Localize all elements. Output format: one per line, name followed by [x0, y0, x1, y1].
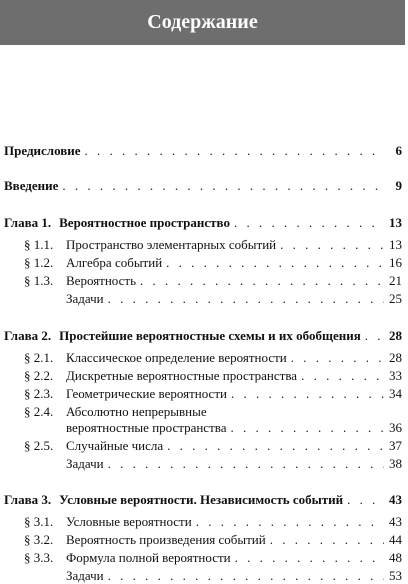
toc-chapter-3[interactable] — [4, 492, 402, 507]
toc-chapter-2[interactable] — [4, 328, 402, 343]
leader-dots — [140, 273, 384, 288]
section-page: 25 — [389, 291, 402, 306]
section-title-continued: вероятностные пространства — [66, 420, 227, 435]
section-title: Алгебра событий — [66, 255, 163, 270]
section-title: Пространство элементарных событий — [66, 237, 277, 252]
section-title: Задачи — [66, 568, 104, 583]
section-page: 34 — [389, 386, 402, 401]
section-number: § 1.3. — [24, 273, 54, 288]
section-title: Вероятность произведения событий — [66, 532, 266, 547]
leader-dots — [280, 237, 384, 252]
section-number: § 2.4. — [24, 404, 54, 419]
toc-section-2-2[interactable] — [24, 368, 402, 383]
section-title: Случайные числа — [66, 438, 164, 453]
leader-dots — [62, 178, 384, 193]
toc-section-2-1[interactable] — [24, 350, 402, 365]
leader-dots — [167, 438, 384, 453]
leader-dots — [196, 514, 384, 529]
chapter-label: Глава 2. — [4, 328, 52, 343]
chapter-label: Глава 1. — [4, 215, 52, 230]
leader-dots — [291, 350, 384, 365]
leader-dots — [108, 456, 384, 471]
section-number: § 3.2. — [24, 532, 54, 547]
toc-section-1-1[interactable] — [24, 237, 402, 252]
section-page: 48 — [389, 550, 402, 565]
toc-section-2-5[interactable] — [24, 438, 402, 453]
section-title: Задачи — [66, 291, 104, 306]
section-page: 36 — [389, 420, 402, 435]
section-page: 43 — [389, 514, 402, 529]
chapter-title: Вероятностное пространство — [59, 215, 230, 230]
section-title: Условные вероятности — [66, 514, 192, 529]
section-page: 38 — [389, 456, 402, 471]
toc-section-3-2[interactable] — [24, 532, 402, 547]
section-title: Формула полной вероятности — [66, 550, 231, 565]
leader-dots — [231, 420, 385, 435]
section-number: § 1.2. — [24, 255, 54, 270]
toc-entry-title: Введение — [4, 178, 59, 193]
chapter-page: 13 — [389, 215, 402, 230]
toc-entry-page: 9 — [395, 178, 402, 193]
leader-dots — [347, 492, 384, 507]
toc-chapter-1[interactable] — [4, 215, 402, 230]
toc-section-2-4-line-2[interactable] — [24, 420, 402, 435]
section-page: 37 — [389, 438, 402, 453]
section-title: Классическое определение вероятности — [66, 350, 287, 365]
toc-section-2-3[interactable] — [24, 386, 402, 401]
section-page: 53 — [389, 568, 402, 583]
section-page: 28 — [389, 350, 402, 365]
section-title: Геометрические вероятности — [66, 386, 227, 401]
section-number: § 3.3. — [24, 550, 54, 565]
toc-section-2-4-line-1[interactable] — [24, 404, 402, 419]
toc-section-1-3[interactable] — [24, 273, 402, 288]
chapter-page: 28 — [389, 328, 402, 343]
leader-dots — [234, 215, 384, 230]
toc-problems-1[interactable] — [24, 291, 402, 306]
section-page: 16 — [389, 255, 402, 270]
section-title: Абсолютно непрерывные — [66, 404, 207, 419]
toc-entry-introduction[interactable] — [4, 178, 402, 193]
leader-dots — [301, 368, 384, 383]
contents-title: Содержание — [147, 11, 258, 33]
contents-header — [0, 0, 405, 45]
chapter-label: Глава 3. — [4, 492, 52, 507]
chapter-title: Простейшие вероятностные схемы и их обобщения — [59, 328, 361, 343]
toc-section-3-1[interactable] — [24, 514, 402, 529]
chapter-title: Условные вероятности. Независимость событий — [59, 492, 344, 507]
section-number: § 2.5. — [24, 438, 54, 453]
leader-dots — [235, 550, 384, 565]
toc-entry-title: Предисловие — [4, 143, 81, 158]
leader-dots — [85, 143, 384, 158]
section-title: Задачи — [66, 456, 104, 471]
leader-dots — [270, 532, 384, 547]
leader-dots — [365, 328, 384, 343]
chapter-page: 43 — [389, 492, 402, 507]
toc-section-3-3[interactable] — [24, 550, 402, 565]
section-number: § 1.1. — [24, 237, 54, 252]
toc-entry-page: 6 — [395, 143, 402, 158]
leader-dots — [231, 386, 384, 401]
section-page: 33 — [389, 368, 402, 383]
section-number: § 2.3. — [24, 386, 54, 401]
leader-dots — [166, 255, 384, 270]
section-page: 13 — [389, 237, 402, 252]
section-page: 21 — [389, 273, 402, 288]
leader-dots — [108, 568, 384, 583]
section-number: § 3.1. — [24, 514, 54, 529]
section-title: Вероятность — [66, 273, 137, 288]
section-number: § 2.2. — [24, 368, 54, 383]
toc-entry-preface[interactable] — [4, 143, 402, 158]
toc-problems-3[interactable] — [24, 568, 402, 583]
leader-dots — [108, 291, 384, 306]
section-number: § 2.1. — [24, 350, 54, 365]
toc-section-1-2[interactable] — [24, 255, 402, 270]
toc-problems-2[interactable] — [24, 456, 402, 471]
section-page: 44 — [389, 532, 402, 547]
section-title: Дискретные вероятностные пространства — [66, 368, 298, 383]
